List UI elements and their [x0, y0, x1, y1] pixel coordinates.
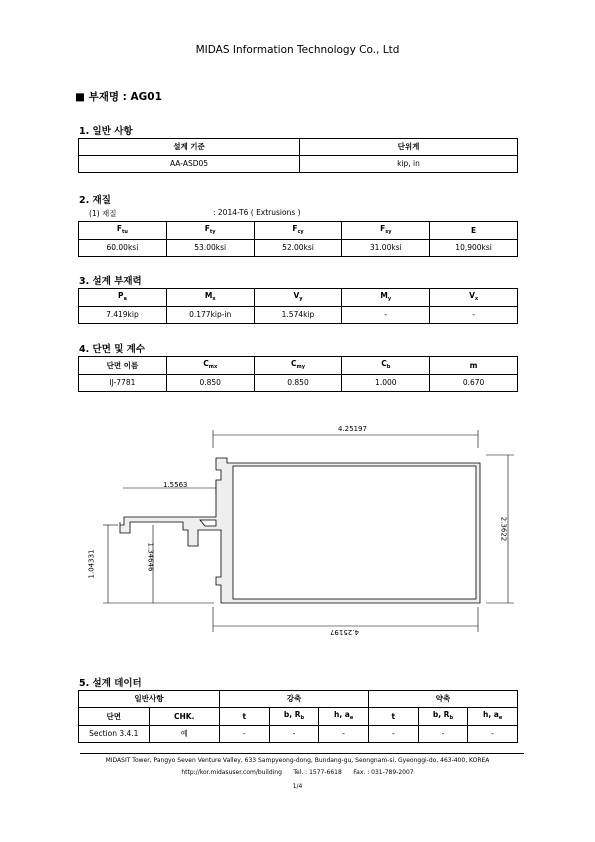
- value-design-code: AA-ASD05: [79, 156, 300, 173]
- header-cmx: $C_{mx}$: [166, 357, 254, 375]
- group-general: 일반사항: [79, 691, 220, 708]
- inner-width-label: 1.5563: [163, 481, 188, 489]
- page-header: MIDAS Information Technology Co., Ltd: [195, 44, 400, 56]
- value-vy: 1.574kip: [254, 307, 342, 324]
- header-t-weak: t: [368, 708, 418, 726]
- value-fcy: 52.00ksi: [254, 240, 342, 257]
- header-e: E: [430, 222, 518, 240]
- header-pa: $P_a$: [79, 289, 167, 307]
- value-h-strong: -: [319, 726, 369, 743]
- group-weak-axis: 약축: [368, 691, 517, 708]
- value-cb: 1.000: [342, 375, 430, 392]
- group-strong-axis: 강축: [220, 691, 369, 708]
- material-sub-value: : 2014-T6 ( Extrusions ): [213, 208, 301, 217]
- value-b-strong: -: [269, 726, 319, 743]
- footer-address: MIDASIT Tower, Pangyo Seven Venture Valley, 633 Sampyeong-dong, Bundang-gu, Seongnam-si, Gyeonggi-do, 463-400, KOREA: [105, 757, 490, 764]
- header-section-name: 단면 이름: [79, 357, 167, 375]
- profile-outline: [120, 458, 480, 603]
- top-dim-label: 4.25197: [338, 425, 367, 433]
- value-fty: 53.00ksi: [166, 240, 254, 257]
- page-number: 1/4: [292, 783, 303, 790]
- value-chk: 예: [149, 726, 220, 743]
- value-t-weak: -: [368, 726, 418, 743]
- value-pa: 7.419kip: [79, 307, 167, 324]
- member-title: ■ 부재명 : AG01: [75, 91, 162, 103]
- value-vx: -: [430, 307, 518, 324]
- value-cmx: 0.850: [166, 375, 254, 392]
- header-cb: $C_b$: [342, 357, 430, 375]
- header-design-code: 설계 기준: [79, 139, 300, 156]
- inner-height-label: 1.34646: [146, 542, 155, 572]
- value-my: -: [342, 307, 430, 324]
- header-b-weak: b, $R_b$: [418, 708, 468, 726]
- header-fty: $F_{ty}$: [166, 222, 254, 240]
- value-h-weak: -: [468, 726, 518, 743]
- header-fsy: $F_{sy}$: [342, 222, 430, 240]
- section-3-title: 3. 설계 부재력: [79, 276, 142, 287]
- section-2-title: 2. 재질: [79, 195, 111, 206]
- section-1-title: 1. 일반 사항: [79, 126, 133, 137]
- value-unit-system: kip, in: [300, 156, 518, 173]
- value-b-weak: -: [418, 726, 468, 743]
- design-data-table: [78, 690, 518, 743]
- value-section-name: IJ-7781: [79, 375, 167, 392]
- header-ftu: $F_{tu}$: [79, 222, 167, 240]
- header-mx: $M_x$: [166, 289, 254, 307]
- header-cmy: $C_{my}$: [254, 357, 342, 375]
- header-my: $M_y$: [342, 289, 430, 307]
- header-m: m: [430, 357, 518, 375]
- value-e: 10,900ksi: [430, 240, 518, 257]
- value-fsy: 31.00ksi: [342, 240, 430, 257]
- header-b-strong: b, $R_b$: [269, 708, 319, 726]
- value-m: 0.670: [430, 375, 518, 392]
- bottom-dim-label: 4.25197: [330, 628, 359, 636]
- header-fcy: $F_{cy}$: [254, 222, 342, 240]
- footer-divider: [80, 753, 524, 754]
- material-sub-label: (1) 재질: [89, 209, 117, 218]
- section-4-title: 4. 단면 및 계수: [79, 344, 146, 355]
- value-t-strong: -: [220, 726, 270, 743]
- header-vy: $V_y$: [254, 289, 342, 307]
- header-vx: $V_x$: [430, 289, 518, 307]
- value-cmy: 0.850: [254, 375, 342, 392]
- header-h-weak: h, $a_e$: [468, 708, 518, 726]
- footer-contact: http://kor.midasuser.com/building Tel. : 1577-6618 Fax. : 031-789-2007: [181, 769, 414, 776]
- right-dim-label: 2.3622: [499, 516, 508, 542]
- header-unit-system: 단위계: [300, 139, 518, 156]
- section-5-title: 5. 설계 데이터: [79, 678, 142, 689]
- header-t-strong: t: [220, 708, 270, 726]
- header-h-strong: h, $a_e$: [319, 708, 369, 726]
- header-chk: CHK.: [149, 708, 220, 726]
- value-section: Section 3.4.1: [79, 726, 150, 743]
- value-ftu: 60.00ksi: [79, 240, 167, 257]
- header-section: 단면: [79, 708, 150, 726]
- left-height-label: 1.04331: [87, 549, 96, 579]
- value-mx: 0.177kip-in: [166, 307, 254, 324]
